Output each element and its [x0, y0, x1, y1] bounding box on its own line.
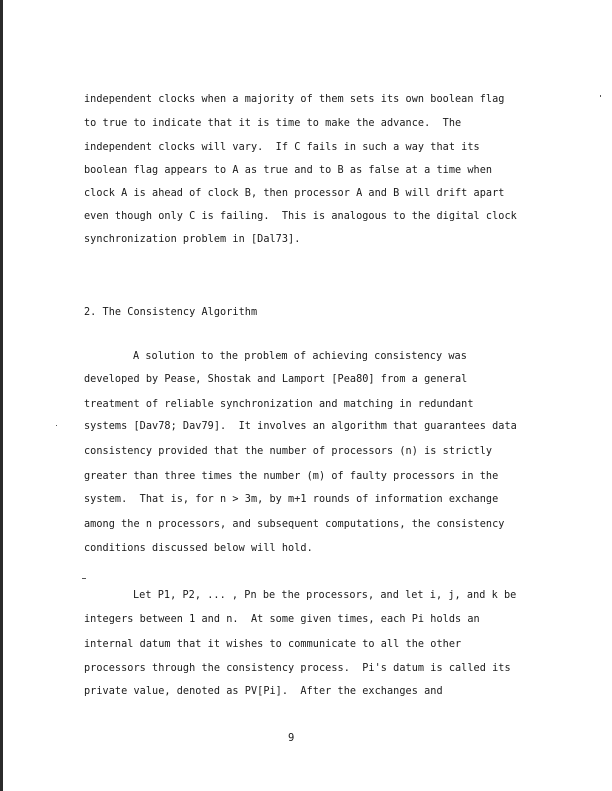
paragraph-2-line: greater than three times the number (m) of faulty processors in the [84, 471, 499, 482]
paragraph-1-line: independent clocks will vary. If C fails in such a way that its [84, 142, 480, 153]
scan-speck [600, 95, 601, 97]
paragraph-1-line: clock A is ahead of clock B, then processor A and B will drift apart [84, 188, 505, 199]
paragraph-3-line: processors through the consistency process. Pi's datum is called its [84, 663, 511, 674]
paragraph-2-line: developed by Pease, Shostak and Lamport [Pea80] from a general [84, 374, 468, 385]
scan-binding-edge [0, 0, 3, 791]
paragraph-3-line: integers between 1 and n. At some given times, each Pi holds an [84, 614, 480, 625]
paragraph-1-line: boolean flag appears to A as true and to B as false at a time when [84, 165, 493, 176]
scan-speck [56, 425, 57, 426]
paragraph-2-line: among the n processors, and subsequent computations, the consistency [84, 519, 505, 530]
page-number: 9 [288, 732, 295, 744]
paragraph-2-line: system. That is, for n > 3m, by m+1 rounds of information exchange [84, 494, 499, 505]
paragraph-2-line: treatment of reliable synchronization and matching in redundant [84, 399, 474, 410]
paragraph-1-line: to true to indicate that it is time to make the advance. The [84, 118, 462, 129]
paragraph-1-line: even though only C is failing. This is analogous to the digital clock [84, 211, 517, 222]
paragraph-1-line: independent clocks when a majority of them sets its own boolean flag [84, 94, 505, 105]
scan-speck [82, 578, 86, 579]
paragraph-3-line: internal datum that it wishes to communicate to all the other [84, 639, 462, 650]
paragraph-2-line: systems [Dav78; Dav79]. It involves an algorithm that guarantees data [84, 421, 517, 432]
paragraph-3-line: Let P1, P2, ... , Pn be the processors, and let i, j, and k be [133, 590, 517, 601]
paragraph-3-line: private value, denoted as PV[Pi]. After the exchanges and [84, 686, 443, 697]
paragraph-2-line: A solution to the problem of achieving consistency was [133, 351, 467, 362]
paragraph-2-line: consistency provided that the number of processors (n) is strictly [84, 446, 493, 457]
paragraph-1-line: synchronization problem in [Dal73]. [84, 234, 301, 245]
paragraph-2-line: conditions discussed below will hold. [84, 543, 313, 554]
section-heading: 2. The Consistency Algorithm [84, 307, 258, 318]
